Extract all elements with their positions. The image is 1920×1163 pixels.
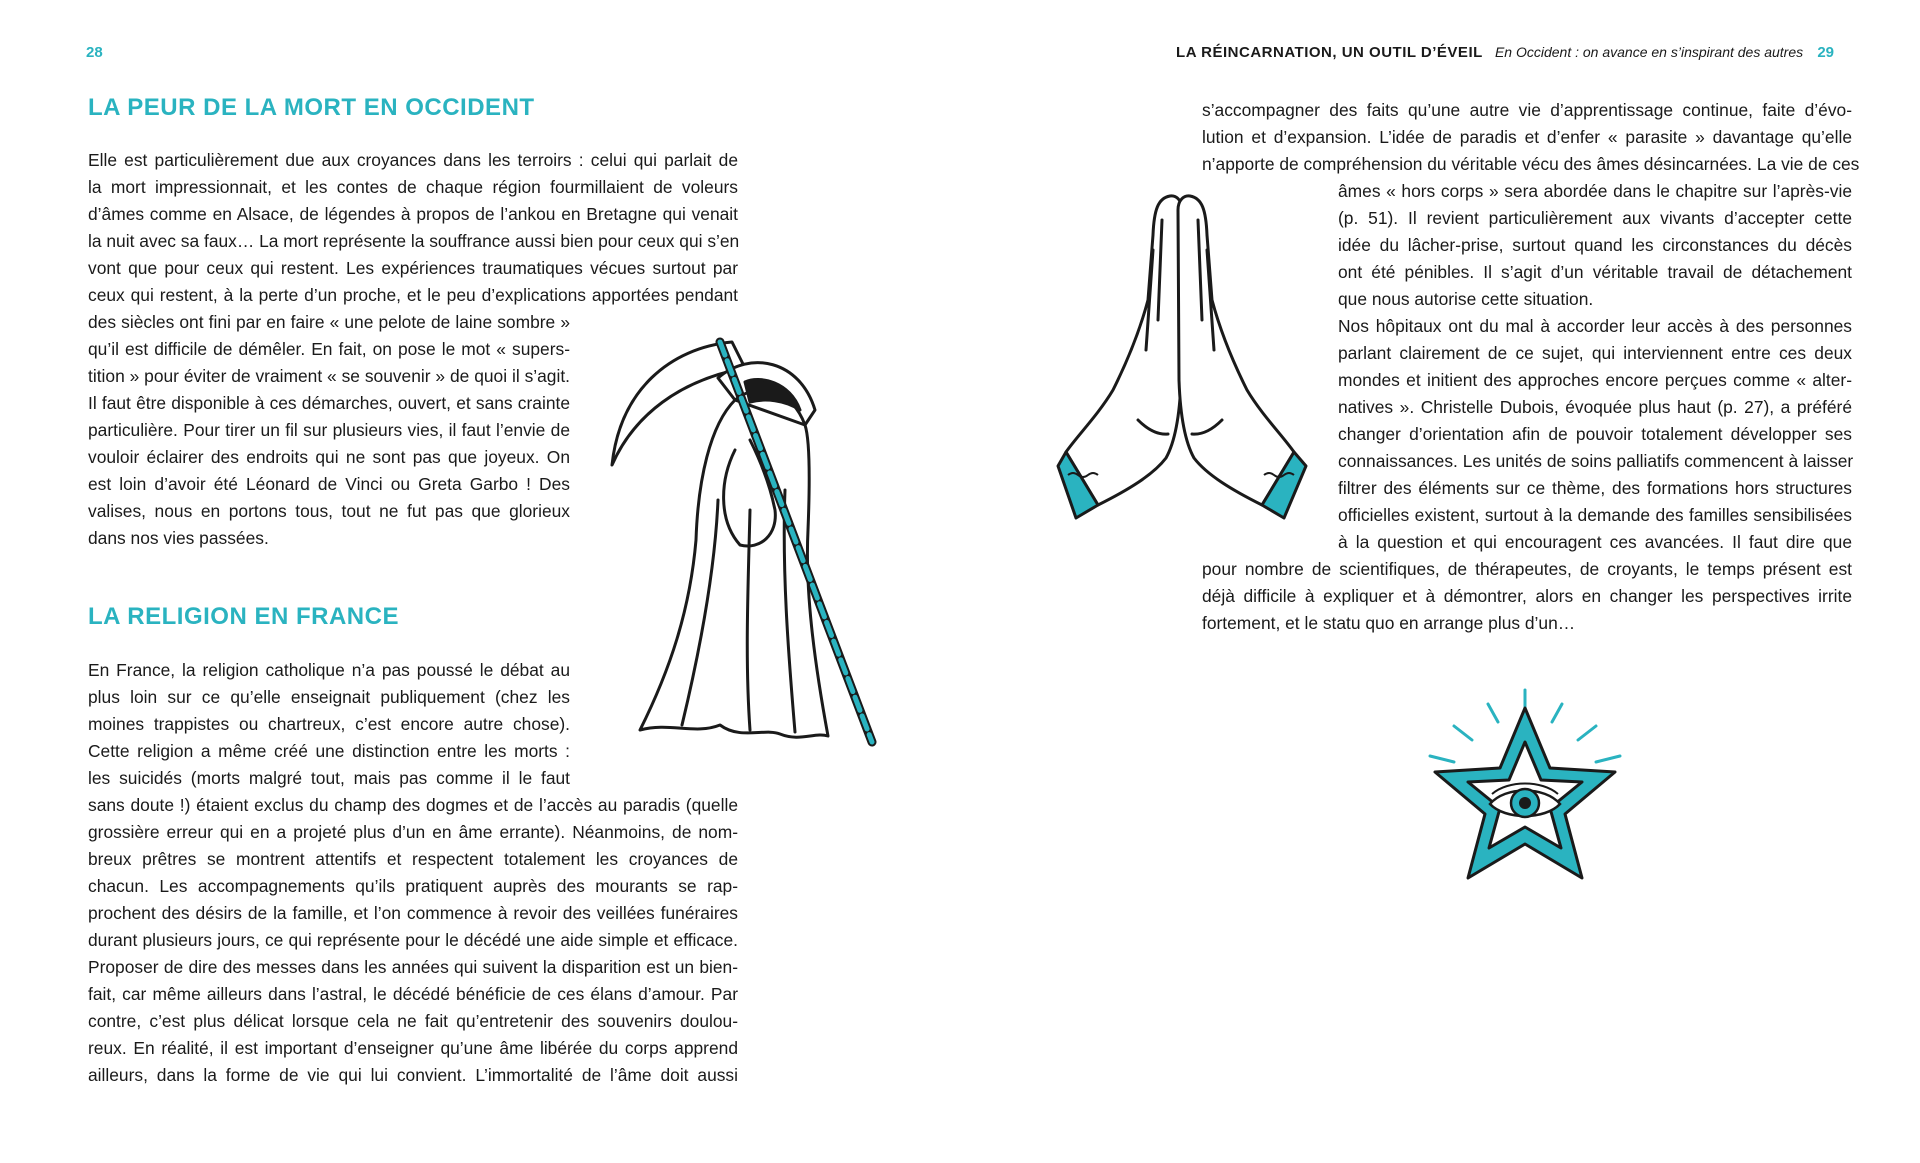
body-line: d’âmes comme en Alsace, de légendes à propos de l’ankou en Bretagne qui venait — [88, 204, 738, 224]
page-number-left: 28 — [86, 44, 103, 61]
body-line: lution et d’expansion. L’idée de paradis et d’enfer « parasite » davantage qu’elle — [1202, 127, 1852, 147]
running-header — [1176, 44, 1834, 61]
body-line: contre, c’est plus délicat lorsque cela ne fait qu’entretenir des souvenirs doulou- — [88, 1011, 738, 1031]
body-line: déjà difficile à expliquer et à démontrer, alors en changer les perspectives irrite — [1202, 586, 1852, 606]
section-heading-fear-of-death: LA PEUR DE LA MORT EN OCCIDENT — [88, 94, 535, 121]
body-line: Nos hôpitaux ont du mal à accorder leur accès à des personnes — [1338, 316, 1852, 336]
running-subtitle: En Occident : on avance en s’inspirant des autres — [1494, 44, 1804, 60]
body-line: n’apporte de compréhension du véritable vécu des âmes désincarnées. La vie de ces — [1202, 154, 1860, 174]
body-line: plus loin sur ce qu’elle enseignait publiquement (chez les — [88, 687, 570, 707]
body-line: Elle est particulièrement due aux croyances dans les terroirs : celui qui parlait de — [88, 150, 738, 170]
body-line: les suicidés (morts malgré tout, mais pas comme il le faut — [88, 768, 570, 788]
body-line: parlant clairement de ce sujet, qui interviennent entre ces deux — [1338, 343, 1852, 363]
body-line: moines trappistes ou chartreux, c’est encore autre chose). — [88, 714, 570, 734]
body-line: durant plusieurs jours, ce qui représente pour le décédé une aide simple et efficace. — [88, 930, 738, 950]
body-line: pour nombre de scientifiques, de thérapeutes, de croyants, le temps présent est — [1202, 559, 1852, 579]
body-line: valises, nous en portons tous, tout ne fut pas que glorieux — [88, 501, 570, 521]
body-line: mondes et initient des approches encore perçues comme « alter- — [1338, 370, 1852, 390]
body-line: dans nos vies passées. — [88, 528, 269, 548]
body-line: idée du lâcher-prise, surtout quand les circonstances du décès — [1338, 235, 1852, 255]
body-line: la mort impressionnait, et les contes de chaque région fourmillaient de voleurs — [88, 177, 738, 197]
grim-reaper-illustration — [600, 330, 890, 760]
body-line: est loin d’avoir été Léonard de Vinci ou Greta Garbo ! Des — [88, 474, 570, 494]
body-line: En France, la religion catholique n’a pas poussé le débat au — [88, 660, 570, 680]
body-line: Il faut être disponible à ces démarches, ouvert, et sans crainte — [88, 393, 570, 413]
body-line: officielles existent, surtout à la demande des familles sensibilisées — [1338, 505, 1852, 525]
body-line: chacun. Les accompagnements qu’ils pratiquent auprès des mourants se rap- — [88, 876, 738, 896]
body-line: ailleurs, dans la forme de vie qui lui convient. L’immortalité de l’âme doit aussi — [88, 1065, 738, 1085]
body-line: sans doute !) étaient exclus du champ des dogmes et de l’accès au paradis (quelle — [88, 795, 738, 815]
body-line: qu’il est difficile de démêler. En fait, on pose le mot « supers- — [88, 339, 570, 359]
body-line: tition » pour éviter de vraiment « se souvenir » de quoi il s’agit. — [88, 366, 570, 386]
body-line: particulière. Pour tirer un fil sur plusieurs vies, il faut l’envie de — [88, 420, 570, 440]
body-line: (p. 51). Il revient particulièrement aux vivants d’accepter cette — [1338, 208, 1852, 228]
body-line: que nous autorise cette situation. — [1338, 289, 1594, 309]
body-line: filtrer des éléments sur ce thème, des formations hors structures — [1338, 478, 1852, 498]
section-heading-religion-in-france: LA RELIGION EN FRANCE — [88, 603, 399, 630]
body-line: vont que pour ceux qui restent. Les expériences traumatiques vécues surtout par — [88, 258, 738, 278]
body-line: s’accompagner des faits qu’une autre vie d’apprentissage continue, faite d’évo- — [1202, 100, 1852, 120]
body-line: connaissances. Les unités de soins palliatifs commencent à laisser — [1338, 451, 1854, 471]
body-line: ceux qui restent, à la perte d’un proche, et le peu d’explications apportées pendant — [88, 285, 738, 305]
body-line: fait, car même ailleurs dans l’astral, le décédé bénéficie de ces élans d’amour. Par — [88, 984, 738, 1004]
body-line: la nuit avec sa faux… La mort représente la souffrance aussi bien pour ceux qui s’en — [88, 231, 740, 251]
body-line: fortement, et le statu quo en arrange plus d’un… — [1202, 613, 1576, 633]
body-line: prochent des désirs de la famille, et l’on commence à revoir des veillées funéraires — [88, 903, 738, 923]
body-line: ont été pénibles. Il s’agit d’un véritable travail de détachement — [1338, 262, 1852, 282]
body-line: natives ». Christelle Dubois, évoquée plus haut (p. 27), a préféré — [1338, 397, 1852, 417]
praying-hands-illustration — [1058, 190, 1308, 520]
body-line: âmes « hors corps » sera abordée dans le chapitre sur l’après-vie — [1338, 181, 1852, 201]
body-line: à la question et qui encouragent ces avancées. Il faut dire que — [1338, 532, 1852, 552]
page-number-right: 29 — [1817, 44, 1834, 61]
running-title: LA RÉINCARNATION, UN OUTIL D’ÉVEIL — [1176, 44, 1483, 61]
body-line: vouloir éclairer des endroits qui ne sont pas que joyeux. On — [88, 447, 570, 467]
body-line: changer d’orientation afin de pouvoir totalement développer ses — [1338, 424, 1852, 444]
body-line: reux. En réalité, il est important d’enseigner qu’une âme libérée du corps apprend — [88, 1038, 738, 1058]
body-line: grossière erreur qui en a projeté plus d’un en âme errante). Néanmoins, de nom- — [88, 822, 738, 842]
body-line: Cette religion a même créé une distinction entre les morts : — [88, 741, 570, 761]
body-line: breux prêtres se montrent attentifs et respectent totalement les croyances de — [88, 849, 738, 869]
body-line: Proposer de dire des messes dans les années qui suivent la disparition est un bien- — [88, 957, 738, 977]
body-line: des siècles ont fini par en faire « une pelote de laine sombre » — [88, 312, 570, 332]
star-eye-illustration — [1410, 690, 1640, 920]
